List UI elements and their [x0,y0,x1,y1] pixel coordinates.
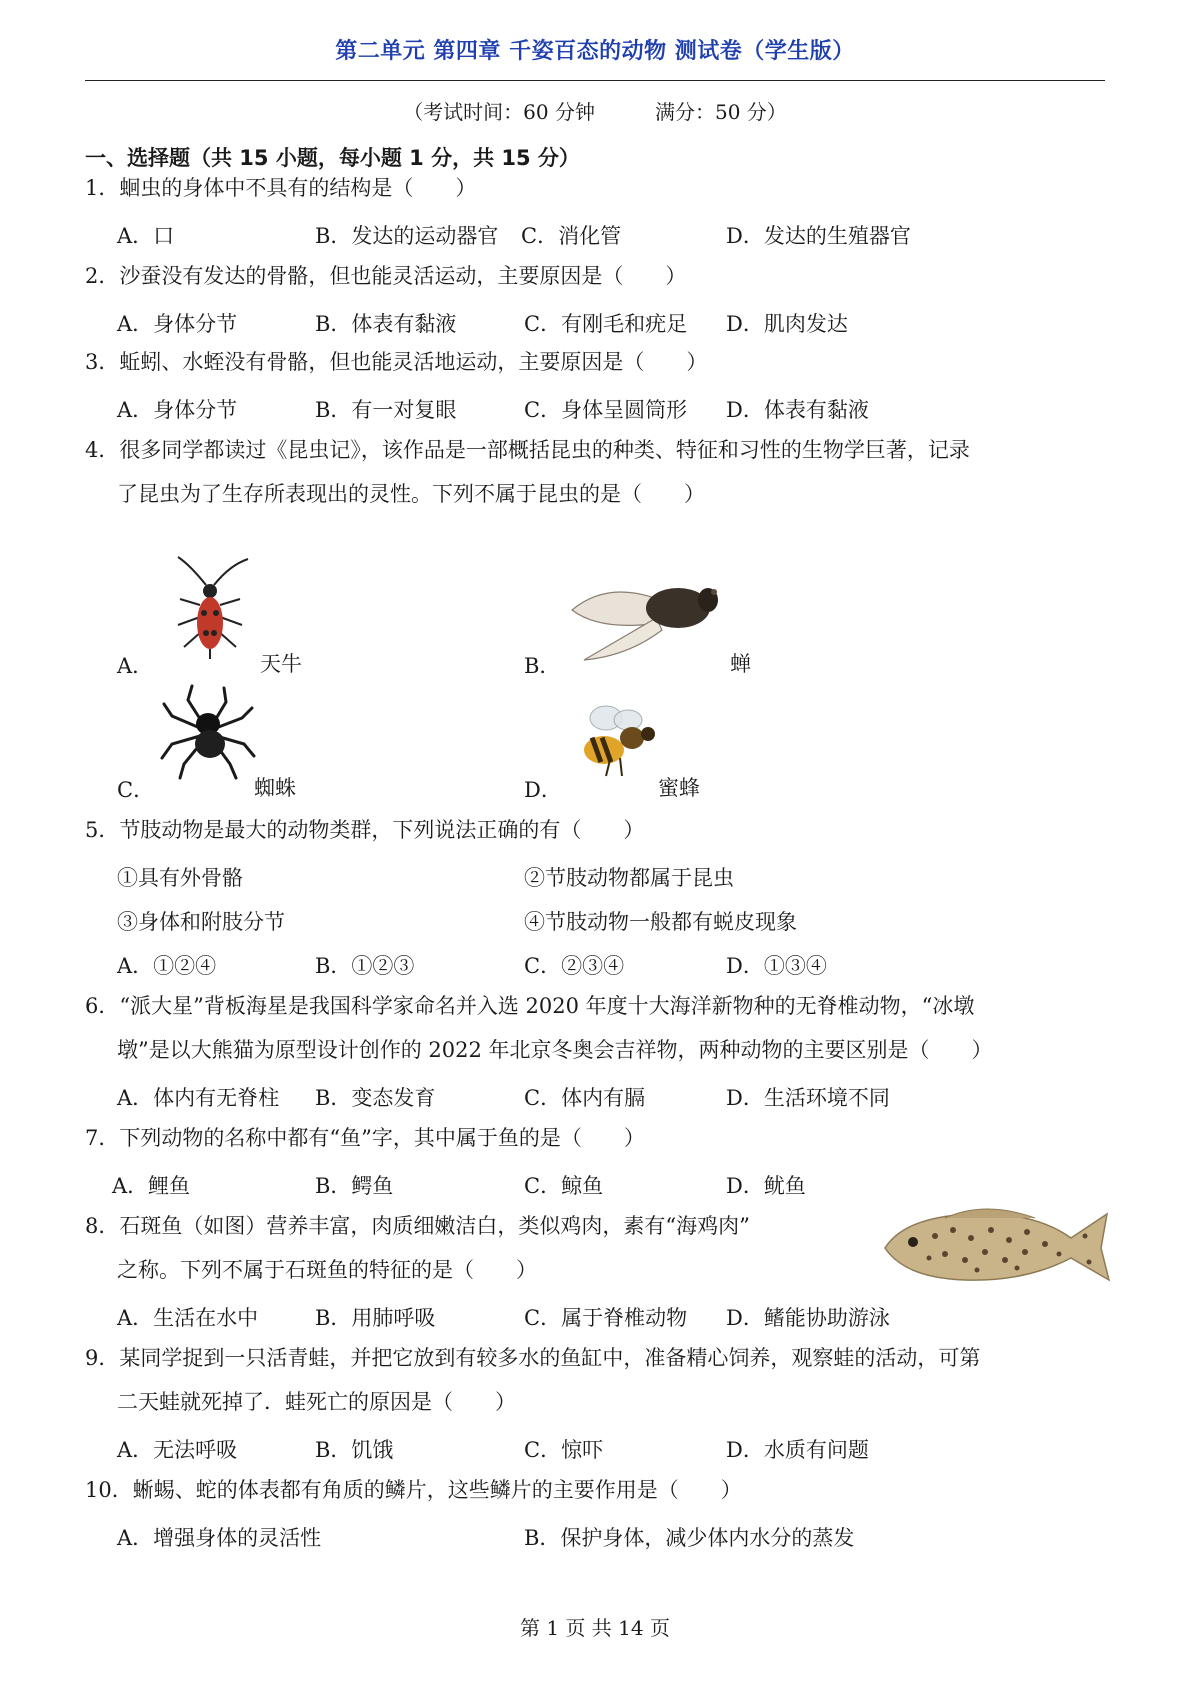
page-title: 第二单元 第四章 千姿百态的动物 测试卷（学生版） [335,39,855,64]
q9-option-b: B．饥饿 [315,1438,394,1462]
q2-option-d: D．肌肉发达 [726,312,848,336]
question-4-stem-line2: 了昆虫为了生存所表现出的灵性。下列不属于昆虫的是（ ） [117,482,705,506]
q5-option-c: C．②③④ [524,954,625,978]
q9-option-d: D．水质有问题 [726,1438,869,1462]
q2-option-c: C．有刚毛和疣足 [524,312,688,336]
question-8-stem-line1: 8．石斑鱼（如图）营养丰富，肉质细嫩洁白，类似鸡肉，素有“海鸡肉” [85,1214,750,1238]
spider-image [158,682,258,782]
grouper-fish-image [875,1196,1115,1292]
q9-option-a: A．无法呼吸 [117,1438,238,1462]
q4-option-d-label: 蜜蜂 [658,776,700,800]
q5-statement-4: ④节肢动物一般都有蜕皮现象 [524,910,797,934]
cicada-image [568,560,728,670]
q2-option-a: A．身体分节 [117,312,238,336]
q10-option-a: A．增强身体的灵活性 [117,1526,322,1550]
exam-meta [0,96,1190,125]
exam-time: （考试时间：60 分钟 [403,100,595,124]
q6-option-c: C．体内有膈 [524,1086,646,1110]
page-footer: 第 1 页 共 14 页 [520,1616,670,1640]
question-8-stem-line2: 之称。下列不属于石斑鱼的特征的是（ ） [117,1258,537,1282]
q5-option-d: D．①③④ [726,954,827,978]
longhorn-beetle-image [160,555,260,665]
q7-option-c: C．鲸鱼 [524,1174,604,1198]
q8-option-b: B．用肺呼吸 [315,1306,436,1330]
question-9-stem-line1: 9．某同学捉到一只活青蛙，并把它放到有较多水的鱼缸中，准备精心饲养，观察蛙的活动，可第 [85,1346,981,1370]
question-7-stem: 7．下列动物的名称中都有“鱼”字，其中属于鱼的是（ ） [85,1126,645,1150]
q5-statement-2: ②节肢动物都属于昆虫 [524,866,734,890]
q6-option-b: B．变态发育 [315,1086,436,1110]
q1-option-d: D．发达的生殖器官 [726,224,911,248]
question-1-stem: 1．蛔虫的身体中不具有的结构是（ ） [85,176,477,200]
q7-option-b: B．鳄鱼 [315,1174,394,1198]
question-4-stem-line1: 4．很多同学都读过《昆虫记》，该作品是一部概括昆虫的种类、特征和习性的生物学巨著，记录 [85,438,970,462]
q9-option-c: C．惊吓 [524,1438,604,1462]
question-5-stem: 5．节肢动物是最大的动物类群，下列说法正确的有（ ） [85,818,645,842]
q10-option-b: B．保护身体，减少体内水分的蒸发 [524,1526,855,1550]
q8-option-a: A．生活在水中 [117,1306,259,1330]
q4-option-c-label: 蜘蛛 [254,776,296,800]
q4-option-b: B． [524,654,561,678]
q5-option-b: B．①②③ [315,954,415,978]
q6-option-a: A．体内有无脊柱 [117,1086,280,1110]
question-9-stem-line2: 二天蛙就死掉了．蛙死亡的原因是（ ） [117,1390,516,1414]
q5-statement-1: ①具有外骨骼 [117,866,243,890]
q5-statement-3: ③身体和附肢分节 [117,910,285,934]
q8-option-d: D．鳍能协助游泳 [726,1306,890,1330]
question-6-stem-line2: 墩”是以大熊猫为原型设计创作的 2022 年北京冬奥会吉祥物，两种动物的主要区别是（ ） [117,1038,993,1062]
question-10-stem: 10．蜥蜴、蛇的体表都有角质的鳞片，这些鳞片的主要作用是（ ） [85,1478,742,1502]
q3-option-b: B．有一对复眼 [315,398,457,422]
q4-option-a: A． [117,654,154,678]
q1-option-b: B．发达的运动器官 [315,224,499,248]
q1-option-a: A．口 [117,224,175,248]
q4-option-a-label: 天牛 [260,652,302,676]
question-2-stem: 2．沙蚕没有发达的骨骼，但也能灵活运动，主要原因是（ ） [85,264,687,288]
q4-option-c: C． [117,778,155,802]
q8-option-c: C．属于脊椎动物 [524,1306,688,1330]
question-3-stem: 3．蚯蚓、水蛭没有骨骼，但也能灵活地运动，主要原因是（ ） [85,350,708,374]
q5-option-a: A．①②④ [117,954,217,978]
q3-option-a: A．身体分节 [117,398,238,422]
header-divider [85,80,1105,81]
section-title: 一、选择题（共 15 小题，每小题 1 分，共 15 分） [85,146,580,170]
exam-score: 满分：50 分） [655,100,787,124]
honeybee-image [570,700,660,780]
question-6-stem-line1: 6．“派大星”背板海星是我国科学家命名并入选 2020 年度十大海洋新物种的无脊椎动物，“冰墩 [85,994,975,1018]
q7-option-d: D．鱿鱼 [726,1174,806,1198]
q3-option-d: D．体表有黏液 [726,398,869,422]
q3-option-c: C．身体呈圆筒形 [524,398,688,422]
q7-option-a: A．鲤鱼 [112,1174,191,1198]
q1-option-c: C．消化管 [521,224,622,248]
q4-option-d: D． [524,778,562,802]
q6-option-d: D．生活环境不同 [726,1086,890,1110]
q4-option-b-label: 蝉 [730,652,751,676]
q2-option-b: B．体表有黏液 [315,312,457,336]
